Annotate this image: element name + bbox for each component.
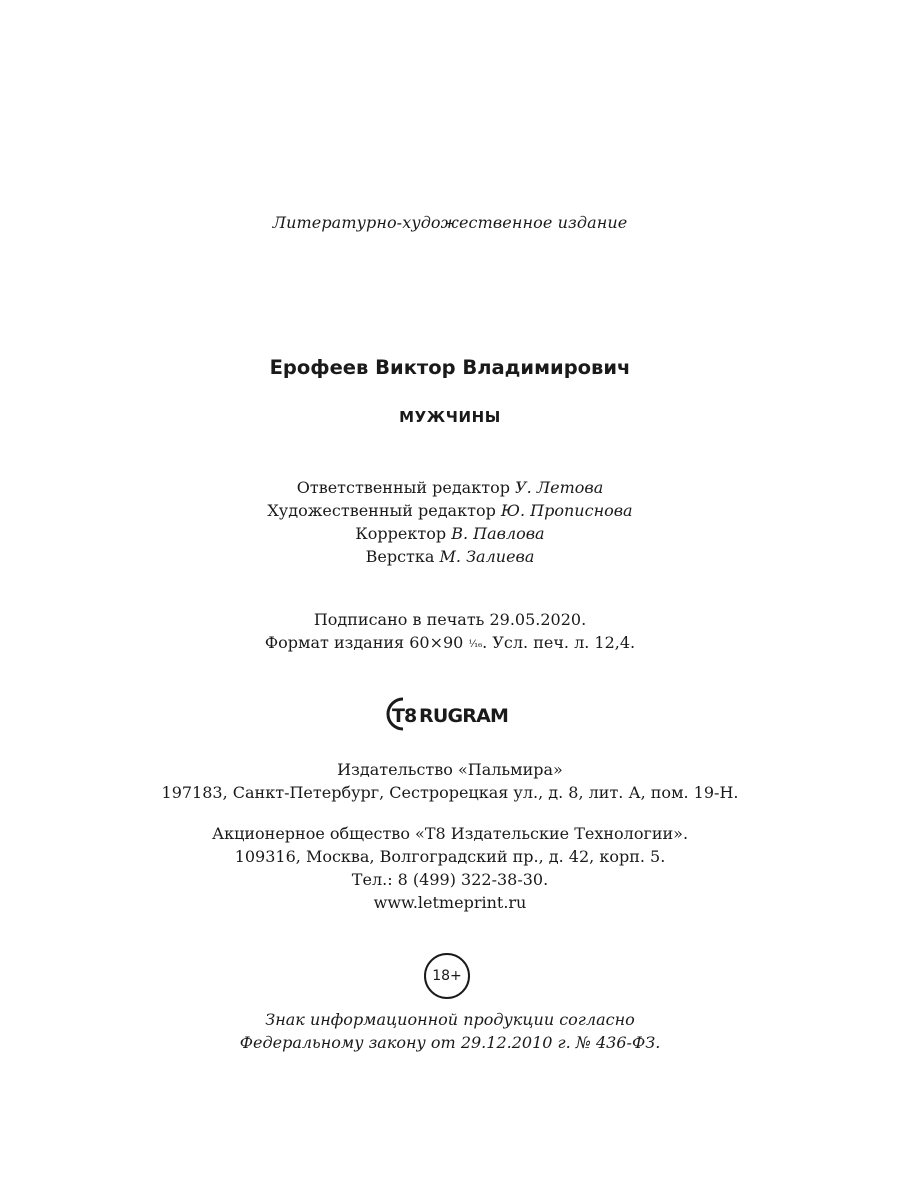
author-name: Ерофеев Виктор Владимирович xyxy=(269,356,631,379)
credit-role: Художественный редактор xyxy=(267,501,496,520)
publisher-name: Издательство «Пальмира» xyxy=(337,760,563,779)
printer-info xyxy=(0,822,900,914)
credit-row-chief-editor xyxy=(0,476,900,499)
format-suffix: . Усл. печ. л. 12,4. xyxy=(482,633,636,652)
svg-text:RUGRAM: RUGRAM xyxy=(419,705,509,727)
age-rating-notice xyxy=(0,1008,900,1054)
book-title: МУЖЧИНЫ xyxy=(399,408,501,426)
credit-name: У. Летова xyxy=(515,478,604,497)
credit-role: Ответственный редактор xyxy=(296,478,510,497)
print-info xyxy=(0,608,900,656)
svg-text:T8: T8 xyxy=(392,705,417,727)
printer-website: www.letmeprint.ru xyxy=(373,893,527,912)
notice-line-2: Федеральному закону от 29.12.2010 г. № 436-ФЗ. xyxy=(239,1033,661,1052)
publisher-address: 197183, Санкт-Петербург, Сестрорецкая ул., д. 8, лит. А, пом. 19-Н. xyxy=(161,783,739,802)
printer-address: 109316, Москва, Волгоградский пр., д. 42, корп. 5. xyxy=(234,847,666,866)
edition-format xyxy=(0,631,900,656)
credit-role: Верстка xyxy=(365,547,435,566)
credit-role: Корректор xyxy=(355,524,447,543)
t8-rugram-logo-icon xyxy=(383,694,523,734)
signed-for-print: Подписано в печать 29.05.2020. xyxy=(313,610,587,629)
credit-row-art-editor xyxy=(0,499,900,522)
credits-list xyxy=(0,476,900,568)
format-fraction: ¹⁄₁₆ xyxy=(468,639,483,650)
publisher-info xyxy=(0,758,900,804)
printer-phone: Тел.: 8 (499) 322-38-30. xyxy=(351,870,549,889)
notice-line-1: Знак информационной продукции согласно xyxy=(265,1010,635,1029)
printer-name: Акционерное общество «Т8 Издательские Технологии». xyxy=(211,824,689,843)
format-prefix: Формат издания 60×90 xyxy=(264,633,464,652)
edition-type: Литературно-художественное издание xyxy=(272,213,628,232)
credit-row-layout xyxy=(0,545,900,568)
credit-name: Ю. Прописнова xyxy=(500,501,633,520)
credit-row-proofreader xyxy=(0,522,900,545)
credit-name: В. Павлова xyxy=(451,524,545,543)
credit-name: М. Залиева xyxy=(439,547,535,566)
age-rating-badge: 18+ xyxy=(424,953,470,999)
